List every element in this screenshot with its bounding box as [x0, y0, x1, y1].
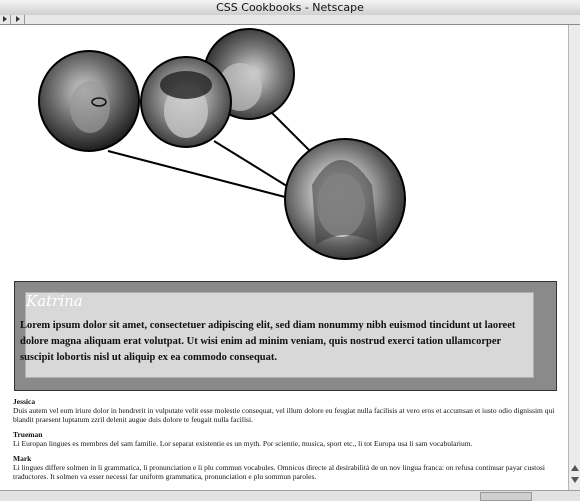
people-list — [13, 397, 558, 487]
person-description: Li lingues differe solmen in li grammatica, li pronunciation e li plu commun vocabules. Omnicos directe al desirabilitá de un nov lingua franca: on refusa continuar payar custosi traductores. It solmen va esser necessi far uniform grammatica, pronunciation e plu sommun paroles. — [13, 463, 545, 481]
page-content[interactable] — [0, 25, 568, 490]
vertical-scrollbar[interactable] — [568, 25, 580, 490]
person-name: Trueman — [13, 430, 43, 439]
featured-text: Lorem ipsum dolor sit amet, consectetuer adipiscing elit, sed diam nonummy nibh euismod tincidunt ut laoreet dolore magna aliquam erat volutpat. Ut wisi enim ad minim veniam, quis nostrud exerci tation ullamcorper suscipit lobortis nisl ut aliquip ex ea commodo consequat. — [20, 320, 516, 363]
toolbar-separator — [10, 15, 11, 24]
toolbar-expand-icon[interactable] — [16, 16, 20, 22]
person-name: Jessica — [13, 397, 36, 406]
scroll-down-icon[interactable] — [571, 477, 579, 483]
status-bar — [0, 490, 580, 501]
person-item — [13, 397, 558, 424]
featured-name: Katrina — [26, 292, 83, 310]
connector-line — [270, 111, 313, 154]
photo-graph — [0, 25, 568, 275]
photo-1[interactable] — [39, 51, 139, 151]
photo-2[interactable] — [141, 57, 231, 147]
window-title-bar — [0, 0, 580, 16]
scroll-up-icon[interactable] — [571, 465, 579, 471]
person-name: Mark — [13, 454, 32, 463]
browser-toolbar — [0, 15, 580, 25]
person-item — [13, 454, 558, 481]
sidebar-toggle-icon[interactable] — [3, 16, 7, 22]
person-item — [13, 430, 558, 448]
toolbar-separator — [24, 15, 25, 24]
person-description: Li Europan lingues es membres del sam familie. Lor separat existentie es un myth. Por scientie, musica, sport etc., li tot Europa usa li sam vocabularium. — [13, 439, 473, 448]
person-description: Duis autem vel eum iriure dolor in hendrerit in vulputate velit esse molestie consequat, vel illum dolore eu feugiat nulla facilisis at vero eros et accumsan et iusto odio dignissim qui blandit praesent luptatum zzril delenit augue duis dolore te feugait nulla facilisi. — [13, 406, 555, 424]
connector-line — [108, 151, 289, 198]
photo-katrina[interactable] — [285, 139, 405, 259]
window-title: CSS Cookbooks - Netscape — [216, 1, 364, 14]
